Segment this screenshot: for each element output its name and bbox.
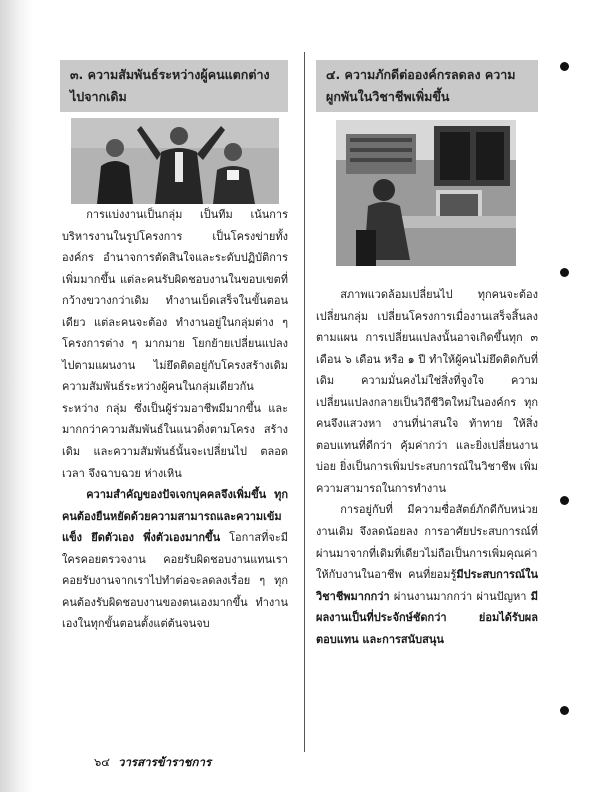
binder-hole bbox=[560, 62, 569, 71]
page-edge-shadow bbox=[0, 0, 34, 792]
right-column-text bbox=[316, 284, 538, 650]
binder-hole bbox=[560, 268, 569, 277]
left-bold-lead: ความสำคัญของปัจเจกบุคคลจึงเพิ่มขึ้น ทุกคนต้องยืนหยัดด้วยความสามารถและความเข้มแข็ง ยึดตัวเอง พึ่งตัวเองมากขึ้น bbox=[62, 488, 288, 545]
right-bold-1: มีประสบการณ์ในวิชาชีพมากกว่า bbox=[316, 568, 538, 603]
left-paragraph-2-tail: โอกาสที่จะมีใครคอยตรวจงาน คอยรับผิดชอบงานแทนเรา คอยรับงานจากเราไปทำต่อจะลดลงเรื่อย ๆ ทุกคนต้องรับผิดชอบงานของตนเองมากขึ้น ทำงานเองในทุกขั้นตอนตั้งแต่ต้นจนจบ bbox=[62, 531, 289, 631]
right-paragraph-2 bbox=[316, 499, 538, 650]
business-people-photo bbox=[71, 118, 279, 204]
right-paragraph-2-mid: ผ่านงานมากกว่า ผ่านปัญหา bbox=[389, 589, 531, 603]
right-paragraph-2-start: การอยู่กับที่ มีความซื่อสัตย์ภักดีกับหน่วยงานเดิม จึงลดน้อยลง การอาศัยประสบการณ์ที่ผ่านมาจากที่เดิมที่เดียวไม่ถือเป็นการเพิ่มคุณค่าให้กับงานในอาชีพ คนที่ยอมรู้ bbox=[316, 503, 538, 582]
office-computer-photo bbox=[336, 120, 516, 266]
right-paragraph-1: สภาพแวดล้อมเปลี่ยนไป ทุกคนจะต้องเปลี่ยนกลุ่ม เปลี่ยนโครงการเมื่องานเสร็จสิ้นลงตามแผน การเปลี่ยนแปลงนั้นอาจเกิดขึ้นทุก ๓ เดือน ๖ เดือน หรือ ๑ ปี ทำให้ผู้คนไม่ยึดติดกับที่เดิม ความมั่นคงไม่ใช่สิ่งที่จูงใจ ความเปลี่ยนแปลงกลายเป็นวิถีชีวิตใหม่ในองค์กร ทุกคนจึงแสวงหา งานที่น่าสนใจ ท้าทาย ให้สิ่งตอบแทนที่ดีกว่า คุ้มค่ากว่า และยิ่งเปลี่ยนงานบ่อย ยิ่งเป็นการเพิ่มประสบการณ์ในวิชาชีพ เพิ่มความสามารถในการทำงาน bbox=[316, 288, 538, 495]
left-paragraph-1: การแบ่งงานเป็นกลุ่ม เป็นทีม เน้นการบริหารงานในรูปโครงการ เป็นโครงข่ายทั้งองค์กร อำนาจการตัดสินใจและระดับปฏิบัติการเพิ่มมากขึ้น แต่ละคนรับผิดชอบงานในขอบเขตที่กว้างขวางกว่าเดิม ทำงานเบ็ดเสร็จในขั้นตอนเดียว แต่ละคนจะต้อง ทำงานอยู่ในกลุ่มต่าง ๆ โครงการต่าง ๆ มากมาย โยกย้ายเปลี่ยนแปลงไปตามแผนงาน ไม่ยึดติดอยู่กับโครงสร้างเดิม ความสัมพันธ์ระหว่างผู้คนในกลุ่มเดียวกัน ระหว่าง กลุ่ม ซึ่งเป็นผู้ร่วมอาชีพมีมากขึ้น และมากกว่าความสัมพันธ์ในแนวดิ่งตามโครง สร้างเดิม และความสัมพันธ์นั้นจะเปลี่ยนไป ตลอดเวลา จึงฉาบฉวย ห่างเหิน bbox=[62, 208, 288, 480]
right-bold-2: มีผลงานเป็นที่ประจักษ์ชัดกว่า ย่อมได้รับผลตอบแทน และการสนับสนุน bbox=[316, 589, 538, 646]
binder-hole bbox=[560, 496, 569, 505]
section-3-heading: ๓. ความสัมพันธ์ระหว่างผู้คนแตกต่างไปจากเดิม bbox=[60, 60, 288, 112]
journal-title: วารสารข้าราชการ bbox=[118, 755, 212, 769]
page-number: ๖๔ bbox=[94, 755, 111, 769]
left-paragraph-2 bbox=[62, 484, 288, 635]
section-4-heading: ๔. ความภักดีต่อองค์กรลดลง ความผูกพันในวิชาชีพเพิ่มขึ้น bbox=[316, 60, 538, 112]
binder-hole bbox=[560, 706, 569, 715]
column-divider bbox=[304, 52, 305, 752]
left-column-text bbox=[62, 204, 288, 635]
page-footer bbox=[94, 754, 211, 772]
